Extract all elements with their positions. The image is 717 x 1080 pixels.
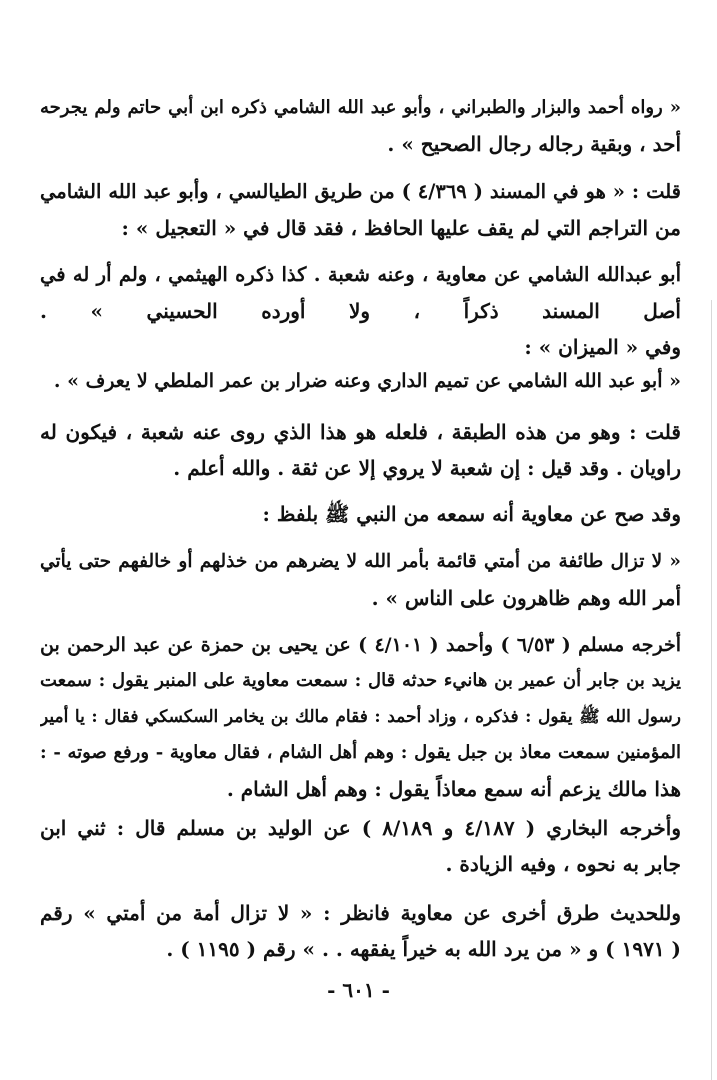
text-line: من التراجم التي لم يقف عليها الحافظ ، فقد قال في « التعجيل » :: [121, 216, 681, 240]
text-line: أمر الله وهم ظاهرون على الناس » .: [371, 586, 681, 610]
page-number: - ٦٠١ -: [327, 978, 390, 1002]
text-line: قلت : وهو من هذه الطبقة ، فلعله هو هذا الذي روى عنه شعبة ، فيكون له: [40, 420, 681, 444]
text-line: ( ١٩٧١ ) و « من يرد الله به خيراً يفقهه . . » رقم ( ١١٩٥ ) .: [166, 937, 681, 961]
text-line: « أبو عبد الله الشامي عن تميم الداري وعنه ضرار بن عمر الملطي لا يعرف » .: [53, 370, 681, 392]
text-line: وللحديث طرق أخرى عن معاوية فانظر : « لا تزال أمة من أمتي » رقم: [40, 901, 681, 925]
text-line: وفي « الميزان » :: [524, 335, 681, 359]
text-line: أخرجه مسلم ( ٦/٥٣ ) وأحمد ( ٤/١٠١ ) عن يحيى بن حمزة عن عبد الرحمن بن: [40, 634, 681, 656]
paragraph: [40, 174, 681, 246]
text-line: قلت : « هو في المسند ( ٤/٣٦٩ ) من طريق الطيالسي ، وأبو عبد الله الشامي: [40, 180, 681, 203]
text-line: وأخرجه البخاري ( ٤/١٨٧ و ٨/١٨٩ ) عن الوليد بن مسلم قال : ثني ابن: [40, 816, 681, 840]
paragraph: [40, 895, 681, 967]
page-edge-line: [711, 300, 712, 1080]
text-line: يزيد بن جابر أن عمير بن هانيء حدثه قال : سمعت معاوية على المنبر يقول : سمعت: [40, 670, 681, 691]
text-line: « لا تزال طائفة من أمتي قائمة بأمر الله لا يضرهم من خذلهم أو خالفهم حتى يأتي: [40, 551, 681, 572]
text-line: أصل المسند ذكراً ، ولا أورده الحسيني » .: [40, 299, 681, 323]
text-line: جابر به نحوه ، وفيه الزيادة .: [445, 852, 681, 876]
paragraph: [40, 414, 681, 486]
paragraph: [40, 90, 681, 162]
paragraph: [40, 810, 681, 882]
text-line: « رواه أحمد والبزار والطبراني ، وأبو عبد الله الشامي ذكره ابن أبي حاتم ولم يجرحه: [40, 97, 681, 118]
paragraph: [40, 257, 681, 365]
text-line: أحد ، وبقية رجاله رجال الصحيح » .: [387, 132, 681, 156]
paragraph: [40, 544, 681, 616]
text-line: رسول الله ﷺ يقول : فذكره ، وزاد أحمد : فقام مالك بن يخامر السكسكي فقال : يا أمير: [40, 707, 681, 727]
paragraph: [40, 627, 681, 807]
text-line: راويان . وقد قيل : إن شعبة لا يروي إلا عن ثقة . والله أعلم .: [173, 456, 681, 480]
paragraph: [40, 363, 681, 399]
text-line: أبو عبدالله الشامي عن معاوية ، وعنه شعبة . كذا ذكره الهيثمي ، ولم أر له في: [40, 263, 681, 286]
text-line: هذا مالك يزعم أنه سمع معاذاً يقول : وهم أهل الشام .: [226, 777, 681, 801]
text-line: المؤمنين سمعت معاذ بن جبل يقول : وهم أهل الشام ، فقال معاوية - ورفع صوته - :: [40, 742, 681, 763]
text-line: وقد صح عن معاوية أنه سمعه من النبي ﷺ بلفظ :: [262, 502, 681, 526]
paragraph: [40, 496, 681, 532]
